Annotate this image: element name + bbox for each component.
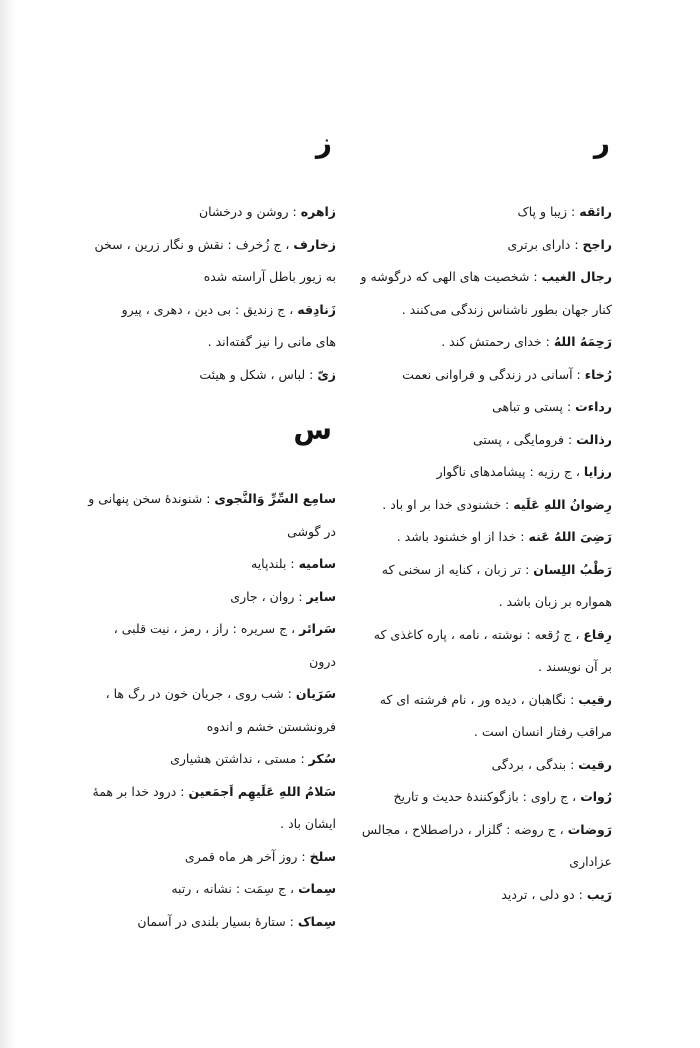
entry-definition: در گوشی — [287, 523, 336, 539]
dictionary-entry — [360, 391, 612, 424]
entry-definition: های مانی را نیز گفته‌اند . — [207, 334, 336, 349]
entry-continuation — [58, 711, 336, 744]
entry-definition: : لباس ، شکل و هیئت — [199, 366, 318, 382]
entry-definition: : مستی ، نداشتن هشیاری — [170, 751, 309, 766]
dictionary-entry — [360, 196, 612, 229]
entry-definition: : بندگی ، بردگی — [491, 756, 579, 772]
entry-definition: به زیور باطل آراسته شده — [203, 269, 336, 284]
entry-term: رائقه — [579, 204, 612, 219]
entry-definition: درون — [309, 653, 336, 669]
dictionary-entry — [58, 743, 336, 776]
entry-term: رَیب — [586, 886, 612, 902]
entry-definition: : خدای رحمتش کند . — [441, 334, 554, 349]
entry-list — [58, 483, 336, 938]
section-letter-heading: س — [293, 413, 332, 446]
entry-definition: مراقب رفتار انسان است . — [473, 724, 612, 739]
dictionary-entry — [58, 873, 336, 906]
dictionary-entry — [58, 548, 336, 581]
entry-term: رُوات — [580, 789, 612, 804]
entry-term: سَلامُ اللهِ عَلَیهِم اَجمَعین — [188, 783, 336, 799]
entry-continuation — [58, 646, 336, 679]
dictionary-entry — [360, 456, 612, 489]
entry-definition: ، ج زُخرف : نقش و نگار زرین ، سخن — [94, 236, 294, 252]
entry-definition: فرونشستن خشم و اندوه — [206, 718, 336, 734]
dictionary-entry — [360, 781, 612, 814]
entry-continuation — [58, 261, 336, 294]
entry-definition: : شنوندهٔ سخن پنهانی و — [88, 491, 215, 506]
entry-term: رذالت — [576, 431, 612, 447]
entry-definition: ، ج سریره : راز ، رمز ، نیت قلبی ، — [113, 621, 300, 636]
entry-term: راجح — [582, 236, 612, 252]
dictionary-entry — [360, 749, 612, 782]
entry-definition: عزاداری — [569, 854, 612, 869]
dictionary-entry — [360, 229, 612, 262]
dictionary-entry — [360, 879, 612, 912]
entry-definition: : شخصیت های الهی که درگوشه و — [360, 269, 542, 284]
entry-definition: : روز آخر هر ماه قمری — [184, 848, 310, 864]
entry-continuation — [58, 808, 336, 841]
entry-definition: ، ج رُقعه : نوشته ، نامه ، پاره کاغذی که — [373, 626, 584, 642]
dictionary-entry — [58, 229, 336, 262]
entry-definition: : بلندپایه — [251, 556, 299, 571]
entry-definition: : درود خدا بر همهٔ — [92, 783, 189, 799]
dictionary-entry — [360, 489, 612, 522]
dictionary-entry — [58, 613, 336, 646]
entry-list — [360, 196, 612, 911]
dictionary-entry — [58, 776, 336, 809]
entry-term: رَضِیَ اللهُ عَنه — [528, 529, 612, 544]
entry-definition: : روشن و درخشان — [199, 204, 301, 219]
dictionary-entry — [360, 359, 612, 392]
entry-term: رَحِمَهُ اللهُ — [553, 334, 612, 349]
entry-term: رداءت — [575, 399, 612, 414]
dictionary-entry — [58, 581, 336, 614]
entry-definition: : خشنودی خدا بر او باد . — [382, 496, 514, 512]
dictionary-entry — [58, 906, 336, 939]
entry-definition: : ستارهٔ بسیار بلندی در آسمان — [137, 913, 298, 929]
entry-definition: ، ج رزیه : پیشامدهای ناگوار — [436, 464, 584, 479]
entry-definition: ، ج سِمَت : نشانه ، رتبه — [171, 881, 299, 896]
entry-continuation — [360, 846, 612, 879]
dictionary-entry — [58, 359, 336, 392]
dictionary-entry — [360, 619, 612, 652]
entry-definition: : خدا از او خشنود باشد . — [396, 529, 529, 544]
entry-continuation — [58, 326, 336, 359]
entry-term: سِماک — [297, 913, 336, 929]
dictionary-entry — [360, 424, 612, 457]
section-letter-heading: ر — [593, 126, 610, 159]
entry-term: رَوضات — [567, 821, 612, 837]
entry-definition: ، ج راوی : بازگوکنندهٔ حدیث و تاریخ — [393, 789, 581, 804]
section-letter-heading: ز — [315, 126, 332, 159]
entry-definition: بر آن نویسند . — [538, 659, 612, 674]
entry-term: سامِع السِّرِّ وَالنَّجوی — [214, 491, 336, 506]
entry-term: زَنادِقه — [297, 301, 336, 317]
entry-definition: ، ج روضه : گلزار ، دراصطلاح ، مجالس — [361, 821, 568, 837]
entry-definition: : شب روی ، جریان خون در رگ ها ، — [105, 686, 296, 701]
section-ra — [360, 128, 612, 911]
entry-continuation — [58, 516, 336, 549]
dictionary-entry — [360, 261, 612, 294]
entry-term: سلخ — [309, 848, 336, 864]
entry-definition: ، ج زندیق : بی دین ، دهری ، پیرو — [121, 301, 298, 317]
entry-term: رزایا — [583, 464, 612, 479]
entry-term: رقیب — [578, 691, 612, 707]
entry-definition: : روان ، جاری — [230, 588, 307, 604]
entry-term: سَرائر — [299, 621, 336, 636]
entry-term: زاهره — [300, 204, 336, 219]
page-fold-shadow — [0, 0, 14, 1048]
dictionary-entry — [58, 841, 336, 874]
entry-definition: : دو دلی ، تردید — [501, 886, 587, 902]
entry-definition: ایشان باد . — [280, 816, 336, 831]
entry-definition: کنار جهان بطور ناشناس زندگی می‌کنند . — [401, 301, 612, 317]
section-spacer — [58, 391, 336, 415]
entry-term: زیّ — [317, 366, 336, 382]
dictionary-entry — [360, 814, 612, 847]
entry-term: سِمات — [298, 881, 336, 896]
entry-term: سَرَیان — [295, 686, 336, 701]
entry-term: رقیت — [578, 756, 612, 772]
entry-term: سایر — [306, 588, 336, 604]
dictionary-entry — [58, 678, 336, 711]
dictionary-entry — [58, 196, 336, 229]
dictionary-entry — [58, 483, 336, 516]
entry-continuation — [360, 586, 612, 619]
entry-continuation — [360, 716, 612, 749]
entry-definition: : آسانی در زندگی و فراوانی نعمت — [402, 366, 585, 382]
section-ze-and-sin — [58, 128, 336, 938]
entry-term: سامیه — [298, 556, 336, 571]
entry-definition: : فرومایگی ، پستی — [472, 431, 577, 447]
entry-list — [58, 196, 336, 391]
entry-term: رُخاء — [584, 366, 612, 382]
entry-continuation — [360, 651, 612, 684]
entry-term: رَطْبُ اللِسان — [533, 561, 612, 577]
entry-term: سُکر — [308, 751, 336, 766]
entry-definition: : زیبا و پاک — [517, 204, 580, 219]
entry-term: زخارف — [293, 236, 336, 252]
entry-definition: همواره بر زبان باشد . — [498, 594, 612, 609]
entry-definition: : دارای برتری — [507, 236, 583, 252]
entry-term: رِضوانُ اللهِ عَلَیه — [513, 496, 612, 512]
dictionary-entry — [360, 326, 612, 359]
dictionary-entry — [360, 554, 612, 587]
entry-term: رِقاع — [583, 626, 612, 642]
dictionary-entry — [360, 521, 612, 554]
entry-definition: : تر زبان ، کنایه از سخنی که — [381, 561, 534, 577]
entry-term: رجال الغیب — [541, 269, 612, 284]
dictionary-entry — [360, 684, 612, 717]
entry-definition: : نگاهبان ، دیده ور ، نام فرشته ای که — [379, 691, 579, 707]
entry-definition: : پستی و تباهی — [492, 399, 576, 414]
entry-continuation — [360, 294, 612, 327]
dictionary-entry — [58, 294, 336, 327]
